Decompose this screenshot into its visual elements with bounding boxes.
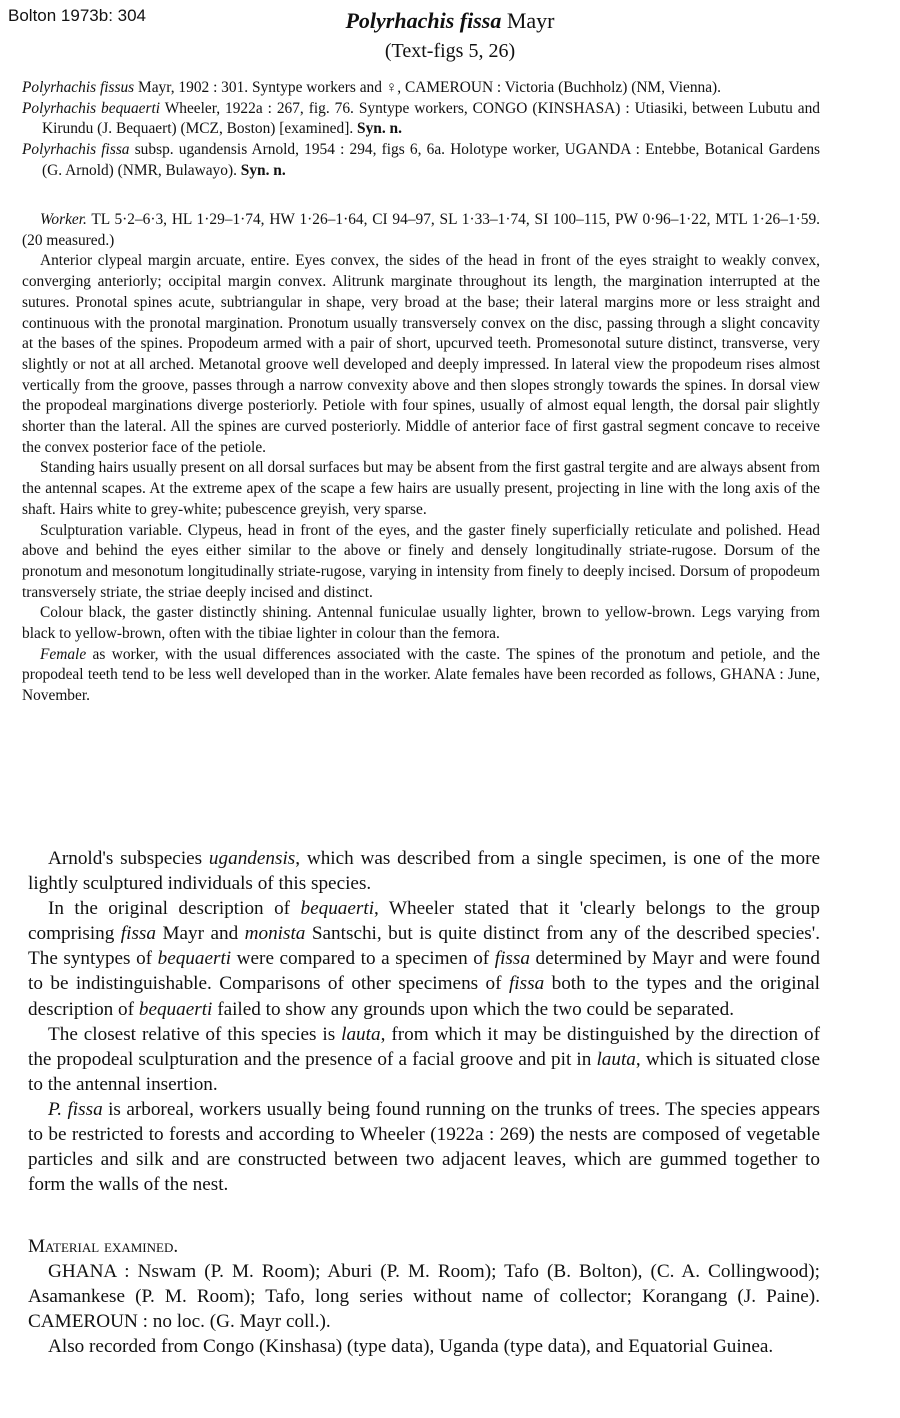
- worker-paragraph: Anterior clypeal margin arcuate, entire. Eyes convex, the sides of the head in front of the eyes straight to weakly convex, converging anteriorly; occipital margin convex. Alitrunk marginate throughout its length, the margination interrupted at the sutures. Pronotal spines acute, subtriangular in shape, very broad at the base; their lateral margins more or less straight and continuous with the pronotal margination. Pronotum usually transversely convex on the disc, passing through a slight concavity at the bases of the spines. Propodeum armed with a pair of short, upcurved teeth. Promesonotal suture distinct, transverse, very slightly or not at all arched. Metanotal groove well developed and deeply impressed. In lateral view the propodeum rises almost vertically from the groove, passes through a narrow convexity above and then slopes strongly towards the spines. In dorsal view the propodeal marginations diverge posteriorly. Petiole with four spines, usually of almost equal length, the dorsal pair slightly shorter than the lateral. All the spines are curved posteriorly. Middle of anterior face of first gastral segment concave to receive the convex posterior face of the petiole.: [22, 252, 820, 456]
- female-label: Female: [40, 645, 87, 663]
- material-block: [28, 1234, 820, 1359]
- female-description: Female as worker, with the usual differences associated with the caste. The spines of the pronotum and petiole, and the propodeal teeth tend to be less well developed than in the worker. Alate females have been recorded as follows, GHANA : June, November.: [22, 645, 820, 705]
- page-citation: Bolton 1973b: 304: [8, 6, 147, 25]
- synonymy-block: [22, 78, 820, 182]
- worker-paragraph: Colour black, the gaster distinctly shining. Antennal funiculae usually lighter, brown to yellow-brown. Legs varying from black to yellow-brown, often with the tibiae lighter in colour than the femora.: [22, 604, 820, 643]
- species-title: [0, 8, 900, 34]
- synonym-text: subsp. ugandensis Arnold, 1954 : 294, figs 6, 6a. Holotype worker, UGANDA : Entebbe, Botanical Gardens (G. Arnold) (NMR, Bulawayo).: [42, 141, 821, 179]
- discussion-paragraph: P. fissa is arboreal, workers usually being found running on the trunks of trees. The species appears to be restricted to forests and according to Wheeler (1922a : 269) the nests are composed of vegetable particles and silk and are constructed between two adjacent leaves, which are gummed together to form the walls of the nest.: [28, 1098, 820, 1196]
- synonym-status: Syn. n.: [236, 161, 286, 179]
- synonym-name: Polyrhachis bequaerti: [22, 99, 161, 117]
- material-heading: Material examined.: [28, 1236, 179, 1257]
- material-list: GHANA : Nswam (P. M. Room); Aburi (P. M. Room); Tafo (B. Bolton), (C. A. Collingwood); Asamankese (P. M. Room); Tafo, long series without name of collector; Korangang (J. Paine). CAMEROUN : no loc. (G. Mayr coll.).: [28, 1261, 820, 1333]
- discussion-paragraph: Arnold's subspecies ugandensis, which was described from a single specimen, is one of the more lightly sculptured individuals of this species.: [28, 848, 820, 895]
- species-author: Mayr: [501, 8, 555, 33]
- worker-measurements: Worker. TL 5·2–6·3, HL 1·29–1·74, HW 1·26–1·64, CI 94–97, SL 1·33–1·74, SI 100–115, PW 0·96–1·22, MTL 1·26–1·59. (20 measured.): [22, 211, 820, 249]
- discussion-paragraph: In the original description of bequaerti, Wheeler stated that it 'clearly belongs to the group comprising fissa Mayr and monista Santschi, but is quite distinct from any of the described species'. The syntypes of bequaerti were compared to a specimen of fissa determined by Mayr and were found to be indistinguishable. Comparisons of other specimens of fissa both to the types and the original description of bequaerti failed to show any grounds upon which the two could be separated.: [28, 898, 820, 1020]
- synonym-entry: [22, 140, 820, 181]
- figure-reference: (Text-figs 5, 26): [384, 40, 516, 62]
- synonym-text: Mayr, 1902 : 301. Syntype workers and ♀, CAMEROUN : Victoria (Buchholz) (NM, Vienna).: [134, 79, 722, 96]
- worker-paragraph: Standing hairs usually present on all dorsal surfaces but may be absent from the first gastral tergite and are always absent from the antennal scapes. At the extreme apex of the scape a few hairs are usually present, projecting in line with the long axis of the shaft. Hairs white to grey-white; pubescence greyish, very sparse.: [22, 459, 820, 518]
- species-name: Polyrhachis fissa: [345, 8, 502, 33]
- discussion-paragraph: The closest relative of this species is lauta, from which it may be distinguished by the direction of the propodeal sculpturation and the presence of a facial groove and pit in lauta, which is situated close to the antennal insertion.: [28, 1023, 820, 1095]
- worker-description: [22, 210, 820, 707]
- synonym-entry: [22, 99, 820, 140]
- worker-paragraph: Sculpturation variable. Clypeus, head in front of the eyes, and the gaster finely superficially reticulate and polished. Head above and behind the eyes either similar to the above or finely and densely longitudinally striate-rugose. Dorsum of the pronotum and mesonotum longitudinally striate-rugose, varying in intensity from finely to deeply incised. Dorsum of propodeum transversely striate, the striae deeply incised and distinct.: [22, 521, 820, 601]
- material-also-recorded: Also recorded from Congo (Kinshasa) (type data), Uganda (type data), and Equatorial Guinea.: [48, 1336, 774, 1358]
- worker-label: Worker.: [40, 211, 87, 228]
- discussion-block: [28, 846, 820, 1197]
- synonym-name: Polyrhachis fissa: [22, 141, 130, 159]
- synonym-text: Wheeler, 1922a : 267, fig. 76. Syntype workers, CONGO (KINSHASA) : Utiasiki, between Lubutu and Kirundu (J. Bequaert) (MCZ, Boston) [examined].: [42, 99, 820, 138]
- synonym-name: Polyrhachis fissus: [22, 79, 135, 96]
- synonym-entry: [22, 78, 820, 99]
- synonym-status: Syn. n.: [353, 120, 402, 138]
